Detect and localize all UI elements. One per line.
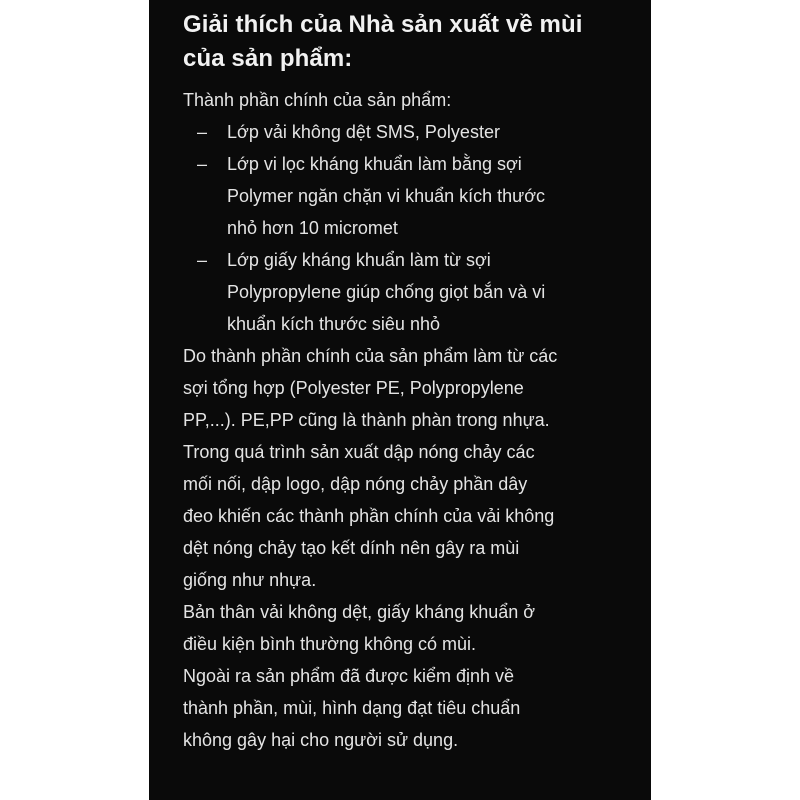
title-line-2: của sản phẩm: xyxy=(183,45,353,72)
body-line: Do thành phần chính của sản phẩm làm từ các xyxy=(183,346,558,366)
list-item xyxy=(183,148,637,244)
title-line-1: Giải thích của Nhà sản xuất về mùi xyxy=(183,11,583,38)
body-line: sợi tổng hợp (Polyester PE, Polypropylene xyxy=(183,378,524,398)
body-line: giống như nhựa. xyxy=(183,570,317,590)
body-line: Ngoài ra sản phẩm đã được kiểm định về xyxy=(183,666,515,686)
body-line: Bản thân vải không dệt, giấy kháng khuẩn ở xyxy=(183,602,536,622)
body-line: thành phần, mùi, hình dạng đạt tiêu chuẩn xyxy=(183,698,521,718)
list-item xyxy=(183,116,637,148)
dash-marker: – xyxy=(197,122,208,142)
explanation-body xyxy=(183,340,637,756)
list-item-line: Lớp vải không dệt SMS, Polyester xyxy=(227,122,500,142)
dash-marker: – xyxy=(197,250,208,270)
body-line: không gây hại cho người sử dụng. xyxy=(183,730,459,750)
body-line: dệt nóng chảy tạo kết dính nên gây ra mùi xyxy=(183,538,520,558)
body-line: đeo khiến các thành phần chính của vải không xyxy=(183,506,555,526)
list-item-line: nhỏ hơn 10 micromet xyxy=(227,218,398,238)
intro-text: Thành phần chính của sản phẩm: xyxy=(183,90,452,110)
text-panel xyxy=(149,0,651,800)
list-item-line: Lớp giấy kháng khuẩn làm từ sợi xyxy=(227,250,491,270)
list-item-line: khuẩn kích thước siêu nhỏ xyxy=(227,314,440,334)
list-item-line: Polymer ngăn chặn vi khuẩn kích thước xyxy=(227,186,546,206)
body-line: PP,...). PE,PP cũng là thành phàn trong nhựa. xyxy=(183,410,550,430)
list-item xyxy=(183,244,637,340)
dash-marker: – xyxy=(197,154,208,174)
body-line: mối nối, dập logo, dập nóng chảy phần dây xyxy=(183,474,528,494)
page-title xyxy=(183,8,637,76)
component-list xyxy=(183,116,637,340)
body-line: Trong quá trình sản xuất dập nóng chảy các xyxy=(183,442,535,462)
list-item-line: Lớp vi lọc kháng khuẩn làm bằng sợi xyxy=(227,154,522,174)
body-line: điều kiện bình thường không có mùi. xyxy=(183,634,477,654)
list-item-line: Polypropylene giúp chống giọt bắn và vi xyxy=(227,282,546,302)
